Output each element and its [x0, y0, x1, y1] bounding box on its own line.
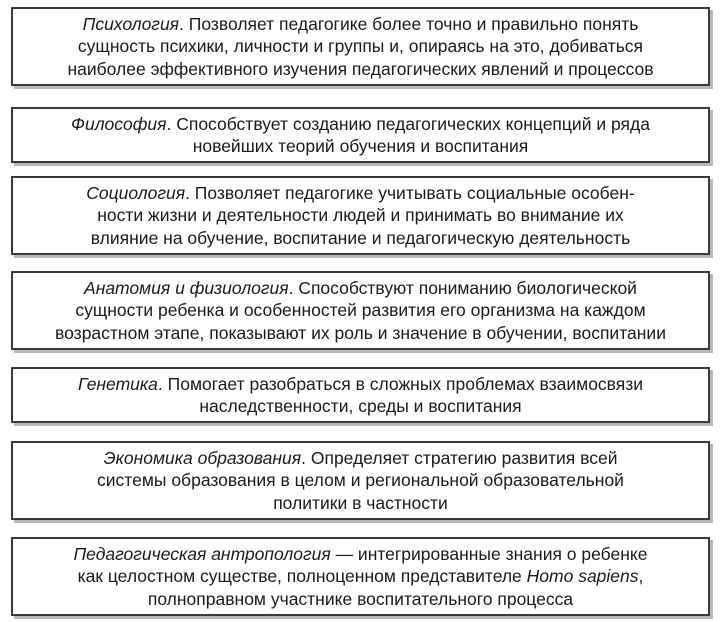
box-economics — [11, 441, 710, 520]
line-text: сущность психики, личности и группы и, опираясь на это, добиваться — [77, 36, 644, 57]
box-anthropology-text — [74, 543, 648, 611]
box-line — [55, 277, 666, 300]
box-economics-text — [97, 447, 624, 515]
box-philosophy-text — [71, 113, 650, 158]
term-label: Психология — [82, 13, 180, 34]
line-text: . Способствуют пониманию биологической — [288, 277, 637, 298]
box-line — [74, 565, 648, 588]
box-anthropology — [11, 537, 710, 616]
line-text: полноправном участнике воспитательного процесса — [147, 588, 574, 609]
box-sociology — [11, 176, 710, 255]
line-text: политики в частности — [273, 492, 448, 513]
line-text: . Помогает разобраться в сложных проблемах взаимосвязи — [157, 373, 644, 394]
box-psychology-text — [67, 13, 653, 81]
box-genetics — [11, 367, 710, 423]
line-text: . Определяет стратегию развития всей — [301, 447, 618, 468]
line-text: . Позволяет педагогике более точно и правильно понять — [179, 13, 639, 34]
box-genetics-text — [78, 373, 643, 418]
term-label: Генетика — [77, 373, 158, 394]
term-label: Философия — [71, 113, 167, 134]
line-text: . Способствует созданию педагогических концепций и ряда — [166, 113, 650, 134]
line-text: возрастном этапе, показывают их роль и значение в обучении, воспитании — [55, 322, 666, 343]
term-label: Анатомия и физиология — [84, 277, 289, 298]
box-sociology-text — [86, 182, 634, 250]
box-line — [86, 182, 634, 205]
box-anatomy — [11, 271, 710, 350]
term-label: Экономика образования — [103, 447, 302, 468]
line-text: системы образования в целом и региональной образовательной — [97, 470, 624, 491]
box-psychology — [11, 7, 710, 86]
box-line — [67, 13, 653, 36]
line-text: как целостном существе, полноценном представителе — [77, 566, 527, 587]
line-text: . Позволяет педагогике учитывать социальные особен- — [185, 182, 635, 203]
box-anatomy-text — [55, 277, 666, 345]
line-text: новейших теорий обучения и воспитания — [192, 136, 529, 156]
line-text: — интегрированные знания о ребенке — [330, 543, 648, 564]
line-text: сущности ребенка и особенностей развития его организма на каждом — [75, 300, 646, 321]
box-line — [74, 543, 648, 566]
italic-term: Homo sapiens — [526, 566, 639, 587]
box-line — [71, 113, 650, 136]
box-line — [78, 373, 643, 396]
term-label: Социология — [86, 182, 186, 203]
line-text: наследственности, среды и воспитания — [199, 396, 522, 416]
line-text: ности жизни и деятельности людей и принимать во внимание их — [97, 205, 624, 226]
box-line — [97, 447, 624, 470]
term-label: Педагогическая антропология — [73, 543, 331, 564]
line-text: наиболее эффективного изучения педагогических явлений и процессов — [67, 58, 654, 79]
box-philosophy — [11, 107, 710, 163]
line-text: , — [638, 566, 644, 587]
line-text: влияние на обучение, воспитание и педагогическую деятельность — [90, 227, 631, 248]
